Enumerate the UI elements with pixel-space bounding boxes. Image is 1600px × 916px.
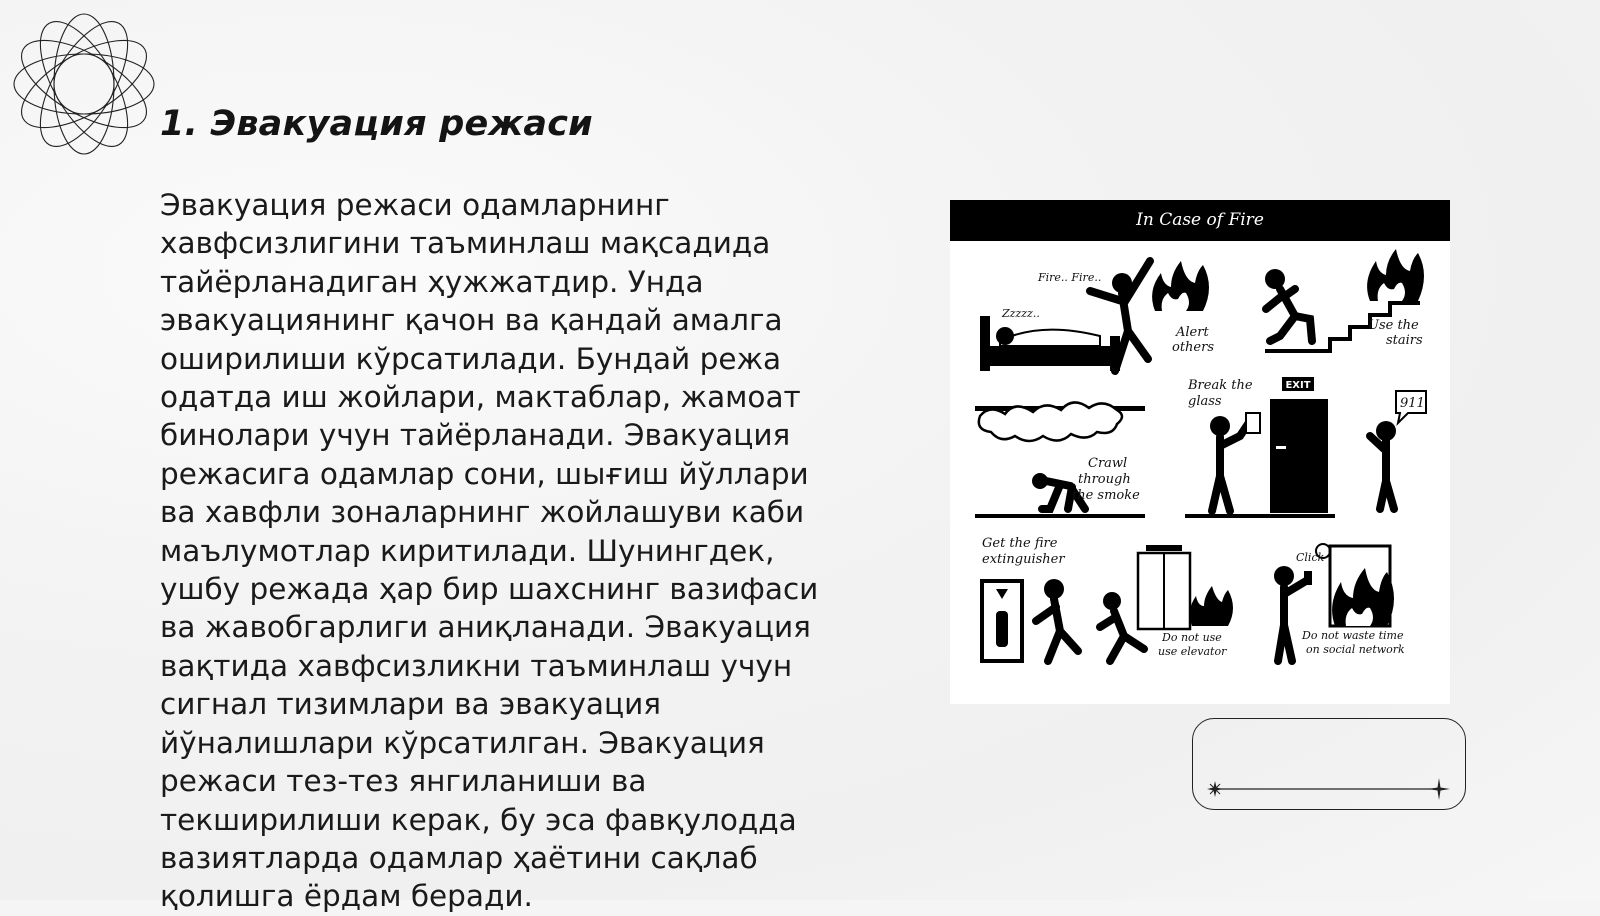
- extinguisher-label-1: Get the fire: [982, 536, 1058, 551]
- crawl-label-2: through: [1078, 472, 1131, 487]
- body-paragraph: Эвакуация режаси одамларнинг хавфсизлигини таъминлаш мақсадида тайёрланадиган ҳужжатдир. Унда эвакуациянинг қачон ва қандай амалга оширилиши кўрсатилади. Бундай режа одатда иш жойлари, мактаблар, жамоат бинолари учун тайёрланади. Эвакуация режасига одамлар сони, шығиш йўллари ва хавфли зоналарнинг жойлашуви каби маълумотлар киритилади. Шунингдек, ушбу режада ҳар бир шахснинг вазифаси ва жавобгарлиги аниқланади. Эвакуация вақтида хавфсизликни таъминлаш учун сигнал тизимлари ва эвакуация йўналишлари кўрсатилган. Эвакуация режаси тез-тез янгиланиши ва текширилиши керак, бу эса фавқулодда вазиятларда одамлар ҳаётини сақлаб қолишга ёрдам беради.: [160, 188, 819, 914]
- fire-shout-label: Fire.. Fire..: [1038, 271, 1102, 284]
- call-911-panel: [1370, 391, 1426, 509]
- fire-safety-figure: [950, 200, 1450, 704]
- extinguisher-panel: [982, 536, 1078, 661]
- click-label: Click: [1296, 551, 1325, 564]
- sparkle-icon: [1207, 781, 1223, 797]
- glass-label-2: glass: [1188, 394, 1222, 409]
- crawl-label-1: Crawl: [1088, 456, 1128, 471]
- alert-label-2: others: [1172, 340, 1215, 355]
- page-title: 1. Эвакуация режаси: [160, 104, 593, 144]
- exit-sign-label: EXIT: [1285, 380, 1311, 391]
- social-network-panel: [1274, 544, 1405, 661]
- elevator-label-1: Do not use: [1162, 631, 1222, 644]
- decorative-slider-frame: [1192, 718, 1466, 810]
- phone-number-label: 911: [1400, 396, 1425, 411]
- fire-safety-illustration: [950, 241, 1450, 704]
- crawl-smoke-panel: [975, 402, 1145, 518]
- sparkle-icon: [1428, 778, 1450, 800]
- sleep-label: Zzzzz..: [1002, 307, 1040, 320]
- elevator-label-2: use elevator: [1158, 645, 1227, 658]
- glass-label-1: Break the: [1188, 378, 1253, 393]
- crawl-label-3: the smoke: [1072, 488, 1140, 503]
- elevator-panel: [1100, 545, 1233, 661]
- alert-others-panel: [980, 261, 1214, 371]
- use-stairs-panel: [1265, 249, 1424, 351]
- break-glass-panel: [1185, 377, 1335, 518]
- stairs-label-1: Use the: [1368, 318, 1419, 333]
- slider-track: [1193, 719, 1465, 809]
- stairs-label-2: stairs: [1386, 333, 1423, 348]
- figure-header: In Case of Fire: [950, 200, 1450, 241]
- spirograph-logo-icon: [10, 10, 158, 158]
- social-label-1: Do not waste time: [1302, 629, 1404, 642]
- alert-label-1: Alert: [1176, 325, 1209, 340]
- extinguisher-label-2: extinguisher: [982, 552, 1065, 567]
- social-label-2: on social network: [1306, 643, 1405, 656]
